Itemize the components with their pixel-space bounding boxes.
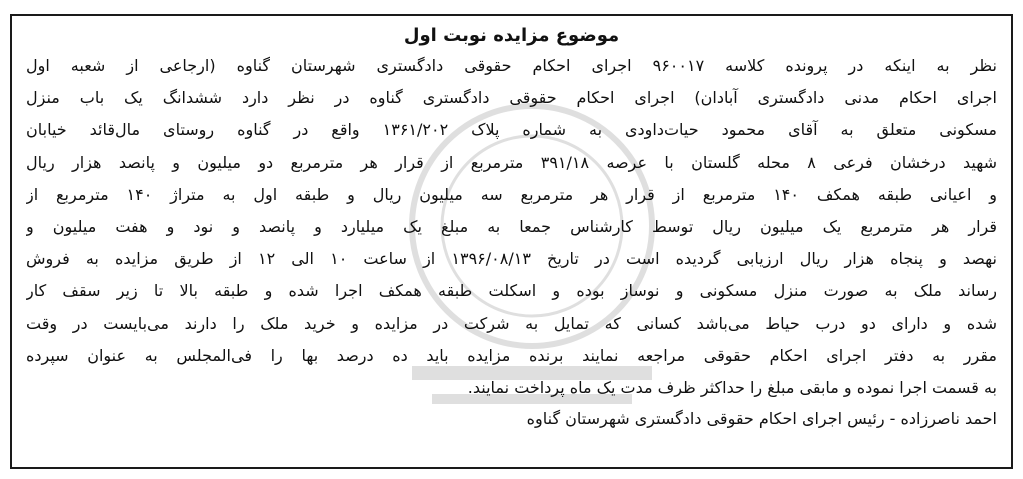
notice-line: اجرای احکام مدنی دادگستری آبادان) اجرای احکام حقوقی دادگستری گناوه در نظر دارد ششدانگ یک باب منزل: [26, 88, 997, 108]
notice-signature: احمد ناصرزاده - رئیس اجرای احکام حقوقی دادگستری شهرستان گناوه: [526, 409, 997, 429]
notice-line: رساند ملک به صورت منزل مسکونی و نوساز بوده و اسکلت طبقه همکف اجرا شده و طبقه بالا تا زیر سقف کار: [26, 281, 997, 301]
notice-line: مقرر به دفتر اجرای احکام حقوقی مراجعه نمایند برنده مزایده باید ده درصد بها را فی‌المجلس به عنوان سپرده: [26, 345, 997, 365]
notice-line: نظر به اینکه در پرونده کلاسه ۹۶۰۰۱۷ اجرای احکام حقوقی دادگستری شهرستان گناوه (ارجاعی از شعبه اول: [26, 56, 997, 75]
notice-line: مسکونی متعلق به آقای محمود حیات‌داودی به شماره پلاک ۱۳۶۱/۲۰۲ واقع در گناوه روستای مال‌قائد خیابان: [26, 120, 997, 140]
notice-line: قرار هر مترمربع یک میلیون ریال توسط کارشناس جمعا به مبلغ یک میلیارد و پانصد و نود و هفت میلیون و: [26, 217, 997, 237]
notice-line: نهصد و پنجاه هزار ریال ارزیابی گردیده است در تاریخ ۱۳۹۶/۰۸/۱۳ از ساعت ۱۰ الی ۱۲ از طریق مزایده به فروش: [26, 249, 997, 269]
notice-line: و اعیانی طبقه همکف ۱۴۰ مترمربع از قرار هر مترمربع سه میلیون ریال و طبقه اول به متراژ ۱۴۰ مترمربع از: [26, 184, 997, 204]
notice-title: موضوع مزایده نوبت اول: [403, 25, 620, 46]
notice-line: شهید درخشان فرعی ۸ محله گلستان با عرصه ۳۹۱/۱۸ مترمربع از قرار هر مترمربع دو میلیون و پانصد هزار ریال: [26, 152, 997, 172]
notice-line: شده و دارای دو درب حیاط می‌باشد کسانی که تمایل به شرکت در مزایده و خرید ملک را دارند می‌بایست در وقت: [26, 313, 997, 333]
notice-box: [10, 14, 1013, 469]
notice-line: به قسمت اجرا نموده و مابقی مبلغ را حداکثر ظرف مدت یک ماه پرداخت نمایند.: [467, 378, 997, 398]
